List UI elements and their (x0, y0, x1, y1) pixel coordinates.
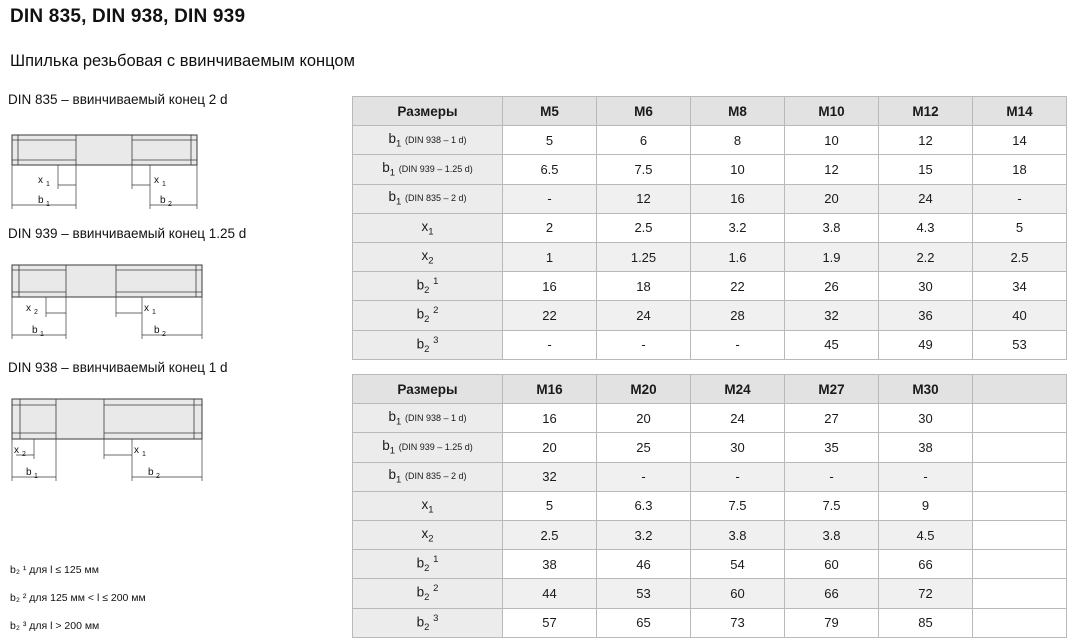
svg-text:2: 2 (168, 201, 172, 208)
cell: 22 (691, 272, 785, 301)
svg-text:1: 1 (142, 451, 146, 458)
cell: 2.5 (973, 242, 1067, 271)
table-row (353, 330, 1067, 359)
svg-text:b: b (32, 325, 38, 336)
table1-col-m5: M5 (503, 97, 597, 126)
table-row (353, 550, 1067, 579)
cell: 44 (503, 579, 597, 608)
cell: 6 (597, 126, 691, 155)
cell-empty (973, 579, 1067, 608)
table-row (353, 462, 1067, 491)
cell: 49 (879, 330, 973, 359)
table-row (353, 520, 1067, 549)
cell: 1.6 (691, 242, 785, 271)
table2-col-m20: M20 (597, 375, 691, 404)
figure-caption-din938: DIN 938 – ввинчиваемый конец 1 d (8, 360, 228, 375)
svg-text:2: 2 (22, 451, 26, 458)
cell: 2.2 (879, 242, 973, 271)
cell: 60 (691, 579, 785, 608)
row-label: $x_2$ (353, 520, 503, 549)
cell: 22 (503, 301, 597, 330)
cell: 38 (503, 550, 597, 579)
figure-drawing-din938 (8, 385, 338, 500)
cell: 3.2 (597, 520, 691, 549)
svg-text:b: b (38, 195, 44, 206)
table1-col-m14: M14 (973, 97, 1067, 126)
din939-svg (8, 251, 338, 351)
cell: 34 (973, 272, 1067, 301)
svg-text:x: x (14, 445, 19, 456)
page-title: DIN 835, DIN 938, DIN 939 (10, 6, 246, 27)
cell: - (691, 462, 785, 491)
cell: 38 (879, 433, 973, 462)
cell: 32 (785, 301, 879, 330)
cell: 30 (879, 404, 973, 433)
svg-text:b: b (160, 195, 166, 206)
cell: 53 (973, 330, 1067, 359)
svg-text:1: 1 (152, 309, 156, 316)
dimensions-table-2-wrapper (352, 374, 1067, 638)
cell: 5 (503, 491, 597, 520)
cell: 46 (597, 550, 691, 579)
row-label: $x_1$ (353, 491, 503, 520)
cell-empty (973, 491, 1067, 520)
figures-column (8, 92, 338, 500)
cell: 28 (691, 301, 785, 330)
cell: 12 (879, 126, 973, 155)
row-label: $b_2$ $^3$ (353, 608, 503, 637)
cell: 2.5 (503, 520, 597, 549)
dimensions-table-1 (352, 96, 1067, 360)
cell: 65 (597, 608, 691, 637)
cell: 36 (879, 301, 973, 330)
row-label: $b_1$ (DIN 938 – 1 d) (353, 126, 503, 155)
cell: 16 (691, 184, 785, 213)
svg-text:x: x (134, 445, 139, 456)
svg-text:1: 1 (34, 473, 38, 480)
table-row (353, 433, 1067, 462)
footnote-2: b₂ ² для 125 мм < l ≤ 200 мм (10, 592, 146, 604)
cell: 25 (597, 433, 691, 462)
svg-text:1: 1 (46, 181, 50, 188)
cell: - (973, 184, 1067, 213)
cell: 3.8 (785, 213, 879, 242)
cell: 66 (785, 579, 879, 608)
cell: 20 (503, 433, 597, 462)
figure-din835 (8, 92, 338, 222)
table1-col-m12: M12 (879, 97, 973, 126)
cell: - (503, 184, 597, 213)
table1-col-m6: M6 (597, 97, 691, 126)
row-label: $b_1$ (DIN 939 – 1.25 d) (353, 433, 503, 462)
row-label: $b_2$ $^1$ (353, 550, 503, 579)
cell: 10 (691, 155, 785, 184)
cell: 1 (503, 242, 597, 271)
table-header-row (353, 375, 1067, 404)
table2-col-m27: M27 (785, 375, 879, 404)
table-row (353, 404, 1067, 433)
dimensions-table-1-wrapper (352, 96, 1067, 360)
row-label: $b_2$ $^1$ (353, 272, 503, 301)
cell: 85 (879, 608, 973, 637)
cell: 18 (973, 155, 1067, 184)
footnotes (10, 556, 146, 640)
figure-drawing-din939 (8, 251, 338, 356)
cell: 66 (879, 550, 973, 579)
cell: 79 (785, 608, 879, 637)
footnote-1: b₂ ¹ для l ≤ 125 мм (10, 564, 99, 576)
table-row (353, 579, 1067, 608)
cell: 20 (597, 404, 691, 433)
cell: 5 (973, 213, 1067, 242)
table2-col-m30: M30 (879, 375, 973, 404)
cell: 24 (691, 404, 785, 433)
cell: - (691, 330, 785, 359)
cell: 73 (691, 608, 785, 637)
cell: 24 (597, 301, 691, 330)
svg-text:1: 1 (40, 331, 44, 338)
cell-empty (973, 462, 1067, 491)
cell: 30 (691, 433, 785, 462)
table-row (353, 491, 1067, 520)
cell: 40 (973, 301, 1067, 330)
cell: - (597, 462, 691, 491)
page-subtitle: Шпилька резьбовая с ввинчиваемым концом (10, 52, 355, 70)
table1-col-m10: M10 (785, 97, 879, 126)
cell: 2.5 (597, 213, 691, 242)
din835-svg (8, 117, 338, 217)
cell: 12 (597, 184, 691, 213)
row-label: $b_1$ (DIN 939 – 1.25 d) (353, 155, 503, 184)
row-label: $b_2$ $^2$ (353, 301, 503, 330)
cell: - (879, 462, 973, 491)
cell: 16 (503, 404, 597, 433)
figure-din938 (8, 360, 338, 500)
cell: 60 (785, 550, 879, 579)
row-label: $b_2$ $^2$ (353, 579, 503, 608)
cell: 35 (785, 433, 879, 462)
row-label: $b_1$ (DIN 938 – 1 d) (353, 404, 503, 433)
table-row (353, 184, 1067, 213)
cell: 57 (503, 608, 597, 637)
cell: 20 (785, 184, 879, 213)
table-header-row (353, 97, 1067, 126)
cell: 26 (785, 272, 879, 301)
figure-din939 (8, 226, 338, 356)
cell: 24 (879, 184, 973, 213)
cell: 2 (503, 213, 597, 242)
svg-text:2: 2 (34, 309, 38, 316)
cell: 30 (879, 272, 973, 301)
table-row (353, 155, 1067, 184)
table1-col-m8: M8 (691, 97, 785, 126)
figure-caption-din835: DIN 835 – ввинчиваемый конец 2 d (8, 92, 228, 107)
svg-text:b: b (154, 325, 160, 336)
cell: 16 (503, 272, 597, 301)
cell: 8 (691, 126, 785, 155)
table-row (353, 126, 1067, 155)
cell-empty (973, 520, 1067, 549)
table-row (353, 242, 1067, 271)
dimensions-table-2 (352, 374, 1067, 638)
cell: 18 (597, 272, 691, 301)
svg-text:1: 1 (162, 181, 166, 188)
svg-text:1: 1 (46, 201, 50, 208)
svg-text:b: b (26, 467, 32, 478)
row-label: $b_1$ (DIN 835 – 2 d) (353, 184, 503, 213)
cell: 6.5 (503, 155, 597, 184)
cell: 1.25 (597, 242, 691, 271)
cell: 10 (785, 126, 879, 155)
table2-col-m16: M16 (503, 375, 597, 404)
cell: 4.3 (879, 213, 973, 242)
svg-text:2: 2 (156, 473, 160, 480)
cell: 3.8 (785, 520, 879, 549)
cell: 7.5 (597, 155, 691, 184)
row-label: $b_1$ (DIN 835 – 2 d) (353, 462, 503, 491)
cell: 9 (879, 491, 973, 520)
cell: 1.9 (785, 242, 879, 271)
cell: - (785, 462, 879, 491)
cell: 54 (691, 550, 785, 579)
table-row (353, 272, 1067, 301)
cell: 4.5 (879, 520, 973, 549)
svg-text:2: 2 (162, 331, 166, 338)
row-label: $x_1$ (353, 213, 503, 242)
din938-svg (8, 385, 338, 495)
cell: 3.2 (691, 213, 785, 242)
table2-header-label: Размеры (353, 375, 503, 404)
cell: - (503, 330, 597, 359)
svg-text:x: x (154, 175, 159, 186)
cell: 72 (879, 579, 973, 608)
cell: 5 (503, 126, 597, 155)
cell: 7.5 (691, 491, 785, 520)
cell: 53 (597, 579, 691, 608)
cell: 6.3 (597, 491, 691, 520)
figure-drawing-din835 (8, 117, 338, 222)
footnote-3: b₂ ³ для l > 200 мм (10, 620, 100, 632)
cell-empty (973, 608, 1067, 637)
cell-empty (973, 550, 1067, 579)
svg-text:b: b (148, 467, 154, 478)
cell: 32 (503, 462, 597, 491)
svg-text:x: x (144, 303, 149, 314)
cell-empty (973, 404, 1067, 433)
table1-header-label: Размеры (353, 97, 503, 126)
table2-col-empty (973, 375, 1067, 404)
cell: 3.8 (691, 520, 785, 549)
figure-caption-din939: DIN 939 – ввинчиваемый конец 1.25 d (8, 226, 247, 241)
cell: 15 (879, 155, 973, 184)
row-label: $b_2$ $^3$ (353, 330, 503, 359)
row-label: $x_2$ (353, 242, 503, 271)
svg-text:x: x (38, 175, 43, 186)
cell-empty (973, 433, 1067, 462)
cell: 12 (785, 155, 879, 184)
svg-text:x: x (26, 303, 31, 314)
table2-col-m24: M24 (691, 375, 785, 404)
table-row (353, 301, 1067, 330)
table-row (353, 213, 1067, 242)
cell: 27 (785, 404, 879, 433)
cell: 45 (785, 330, 879, 359)
cell: 7.5 (785, 491, 879, 520)
cell: - (597, 330, 691, 359)
table-row (353, 608, 1067, 637)
cell: 14 (973, 126, 1067, 155)
